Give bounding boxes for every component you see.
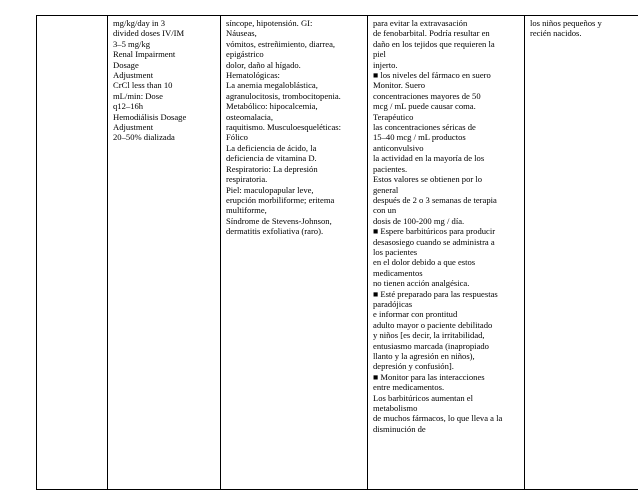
cell-text-line: respiratoria.	[226, 174, 268, 185]
cell-text-line: multiforme,	[226, 205, 267, 216]
cell-text-line: de fenobarbital. Podría resultar en	[373, 28, 490, 39]
cell-text-line: entre medicamentos.	[373, 382, 445, 393]
cell-text-line: Hematológicas:	[226, 70, 280, 81]
cell-text-line: para evitar la extravasación	[373, 18, 468, 28]
cell-text-line: vómitos, estreñimiento, diarrea,	[226, 38, 336, 49]
cell-text-line: general	[373, 184, 399, 195]
cell-text-line: concentraciones mayores de 50	[373, 90, 481, 101]
cell-text-line: Renal Impairment	[113, 49, 176, 60]
cell-text-line: dolor, daño al hígado.	[226, 59, 301, 70]
table-cell-notes	[525, 16, 638, 490]
cell-text-line: mcg / mL puede causar coma.	[373, 101, 476, 112]
cell-text-line: Hemodiálisis Dosage	[113, 111, 187, 122]
cell-text-line: los niños pequeños y	[530, 18, 602, 28]
cell-text-line: recién nacidos.	[530, 28, 582, 39]
cell-text-line: después de 2 o 3 semanas de terapia	[373, 194, 497, 205]
cell-text-line: dosis de 100-200 mg / día.	[373, 215, 465, 226]
table-row	[37, 16, 638, 490]
cell-text-line: deficiencia de vitamina D.	[226, 153, 317, 164]
cell-text-line: raquitismo. Musculoesqueléticas:	[226, 122, 342, 133]
cell-text-line: Adjustment	[113, 70, 154, 81]
drug-info-table	[36, 15, 638, 490]
cell-text-line: dermatitis exfoliativa (raro).	[226, 226, 324, 237]
cell-text-line: osteomalacia,	[226, 111, 274, 122]
cell-text-line: metabolismo	[373, 403, 418, 414]
cell-text-line: 20–50% dializada	[113, 132, 175, 143]
cell-text-line: desasosiego cuando se administra a	[373, 236, 495, 247]
cell-text-line: 15–40 mcg / mL productos	[373, 132, 466, 143]
cell-text-line: CrCl less than 10	[113, 80, 173, 91]
cell-text-line: depresión y confusión].	[373, 361, 454, 372]
table-cell-blank	[37, 16, 108, 490]
cell-text-line: mg/kg/day in 3	[113, 18, 166, 28]
cell-text-line: agranulocitosis, trombocitopenia.	[226, 90, 341, 101]
cell-text-line: piel	[373, 49, 386, 60]
cell-text-line: Dosage	[113, 59, 139, 70]
cell-text-line: anticonvulsivo	[373, 142, 424, 153]
cell-text-line: en el dolor debido a que estos	[373, 257, 476, 268]
cell-text-line: Terapéutico	[373, 111, 414, 122]
cell-text-line: injerto.	[373, 59, 398, 70]
cell-text-line: no tienen acción analgésica.	[373, 278, 470, 289]
cell-text-line: Metabólico: hipocalcemia,	[226, 101, 318, 112]
cell-text-line: Fólico	[226, 132, 248, 143]
cell-text-line: medicamentos	[373, 267, 423, 278]
cell-text-line: los pacientes	[373, 246, 418, 257]
cell-text-line: las concentraciones séricas de	[373, 122, 476, 133]
table-cell-adverse-effects	[221, 16, 368, 490]
cell-text-line: ■ los niveles del fármaco en suero	[373, 70, 491, 81]
cell-text-line: Monitor. Suero	[373, 80, 426, 91]
cell-text-line: erupción morbiliforme; eritema	[226, 194, 335, 205]
cell-text-line: Adjustment	[113, 122, 154, 133]
cell-text-line: La anemia megaloblástica,	[226, 80, 318, 91]
cell-text-line: e informar con prontitud	[373, 309, 458, 320]
cell-text-line: la actividad en la mayoría de los	[373, 153, 485, 164]
table-cell-dosage	[108, 16, 221, 490]
cell-text-line: Piel: maculopapular leve,	[226, 184, 314, 195]
cell-text-line: Náuseas,	[226, 28, 257, 39]
cell-text-line: disminución de	[373, 423, 426, 434]
cell-text-line: Los barbitúricos aumentan el	[373, 392, 473, 403]
cell-text-line: q12–16h	[113, 101, 144, 112]
cell-text-line: con un	[373, 205, 397, 216]
cell-text-line: Respiratorio: La depresión	[226, 163, 318, 174]
cell-text-line: Estos valores se obtienen por lo	[373, 174, 483, 185]
cell-text-line: y niños [es decir, la irritabilidad,	[373, 330, 485, 341]
cell-text-line: de muchos fármacos, lo que lleva a la	[373, 413, 503, 424]
cell-text-line: entusiasmo marcada (inapropiado	[373, 340, 489, 351]
cell-text-line: paradójicas	[373, 298, 413, 309]
cell-text-line: La deficiencia de ácido, la	[226, 142, 317, 153]
cell-text-line: daño en los tejidos que requieren la	[373, 38, 495, 49]
table-cell-nursing-considerations	[368, 16, 525, 490]
cell-text-line: síncope, hipotensión. GI:	[226, 18, 313, 28]
cell-text-line: ■ Monitor para las interacciones	[373, 371, 485, 382]
cell-text-line: Síndrome de Stevens-Johnson,	[226, 215, 332, 226]
cell-text-line: ■ Espere barbitúricos para producir	[373, 226, 496, 237]
cell-text-line: adulto mayor o paciente debilitado	[373, 319, 493, 330]
cell-text-line: divided doses IV/IM	[113, 28, 185, 39]
cell-text-line: ■ Esté preparado para las respuestas	[373, 288, 498, 299]
cell-text-line: mL/min: Dose	[113, 90, 163, 101]
cell-text-line: 3–5 mg/kg	[113, 38, 151, 49]
cell-text-line: pacientes.	[373, 163, 408, 174]
cell-text-line: epigástrico	[226, 49, 264, 60]
cell-text-line: llanto y la agresión en niños),	[373, 351, 475, 361]
